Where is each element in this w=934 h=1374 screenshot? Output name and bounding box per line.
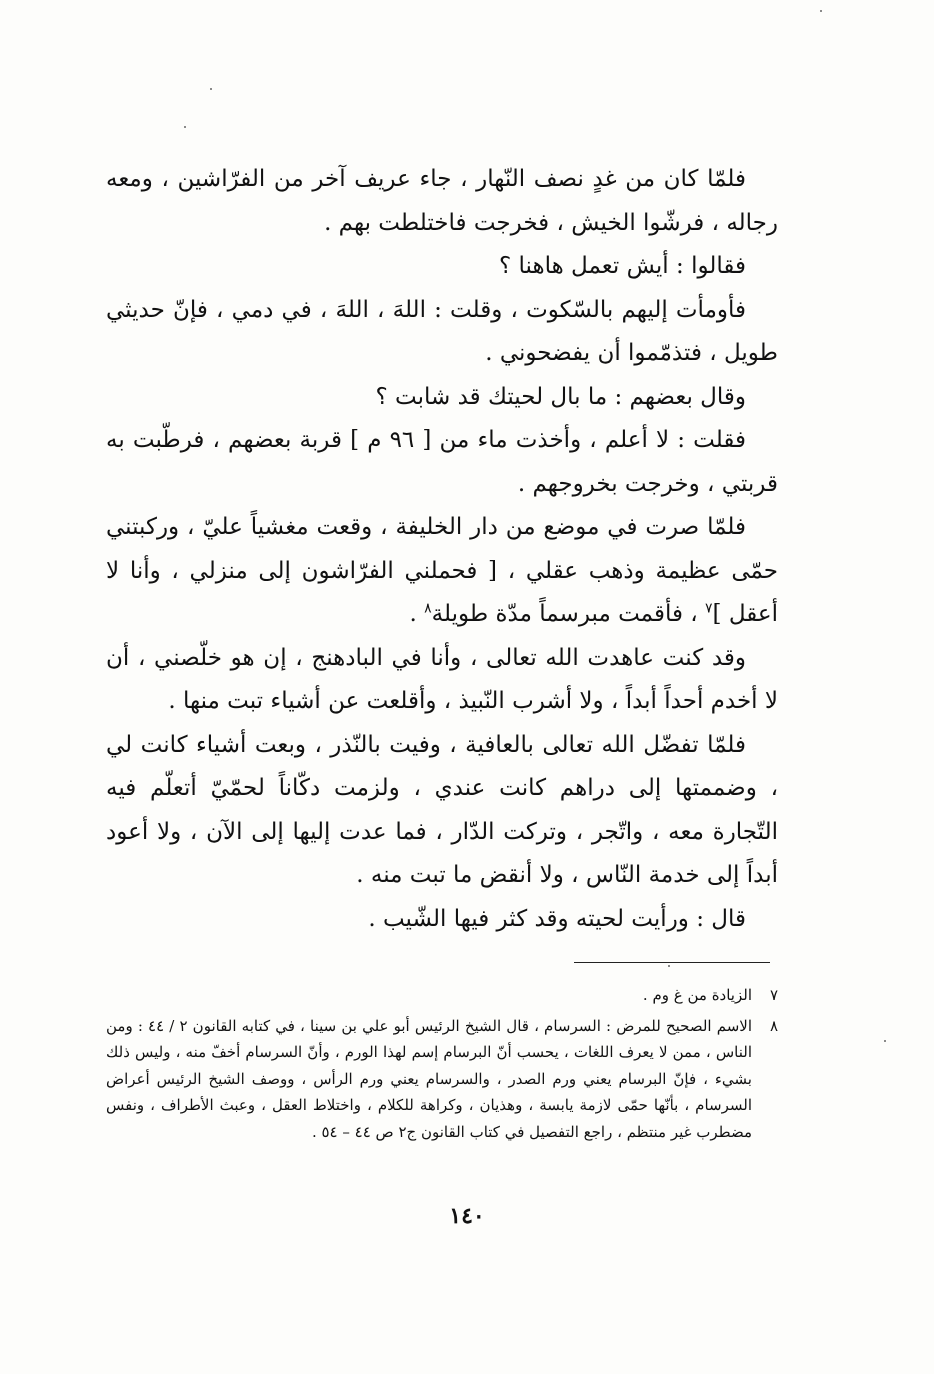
footnotes [106, 982, 778, 1149]
paragraph-7: وقد كنت عاهدت الله تعالى ، وأنا في البادهنج ، إن هو خلّصني ، أن لا أخدم أحداً أبداً ، ولا أشرب النّبيذ ، وأقلعت عن أشياء تبت منها . [106, 644, 778, 714]
paragraph-5: فقلت : لا أعلم ، وأخذت ماء من [ ٩٦ م ] قربة بعضهم ، فرطّبت به قربتي ، وخرجت بخروجهم . [106, 427, 778, 497]
paragraph-4: وقال بعضهم : ما بال لحيتك قد شابت ؟ [375, 383, 746, 410]
footnote-number: ٨ [769, 1016, 778, 1035]
paragraph-2: فقالوا : أيش تعمل هاهنا ؟ [499, 253, 746, 279]
footnote-item [106, 1013, 778, 1146]
main-text [106, 158, 778, 941]
scan-speck [668, 965, 670, 967]
footnote-item [106, 982, 778, 1009]
paragraph-6-end: . [409, 601, 425, 627]
paragraph-1: فلمّا كان من غدٍ نصف النّهار ، جاء عريف آخر من الفرّاشين ، ومعه رجاله ، فرشّوا الخيش ، فخرجت فاختلطت بهم . [106, 166, 778, 236]
page-number: ١٤٠ [449, 1203, 485, 1229]
paragraph-6 [106, 506, 778, 637]
footnote-number: ٧ [769, 986, 778, 1004]
paragraph-8: فلمّا تفضّل الله تعالى بالعافية ، وفيت بالنّذر ، وبعت أشياء كانت لي ، وضممتها إلى دراهم كانت عندي ، ولزمت دكّاناً لحمّيّ أتعلّم فيه التّجارة معه ، واتّجر ، وتركت الدّار ، فما عدت إليها إلى الآن ، ولا أعود أبداً إلى خدمة النّاس ، ولا أنقض ما تبت منه . [106, 731, 778, 888]
scan-speck [884, 1040, 886, 1042]
paragraph-3: فأومأت إليهم بالسّكوت ، وقلت : اللهَ ، اللهَ ، في دمي ، فإنّ حديثي طويل ، فتذمّموا أن يفضحوني . [106, 296, 778, 366]
footnote-text: الزيادة من غ وم . [642, 986, 752, 1004]
footnote-ref-8[interactable]: ٨ [424, 600, 432, 617]
paragraph-6-text: فلمّا صرت في موضع من دار الخليفة ، وقعت مغشياً عليّ ، وركبتني حمّى عظيمة وذهب عقلي ، [ فحملني الفرّاشون إلى منزلي ، وأنا لا أعقل ] [106, 514, 778, 627]
footnote-ref-7[interactable]: ٧ [705, 600, 713, 617]
paragraph-9: قال : ورأيت لحيته وقد كثر فيها الشّيب . [368, 905, 746, 932]
scan-speck [210, 88, 212, 90]
scan-speck [820, 10, 822, 12]
paragraph-6-continuation: ، فأقمت مبرسماً مدّة طويلة [431, 601, 698, 627]
footnote-divider [574, 962, 770, 963]
scan-speck [184, 126, 186, 128]
footnote-text: الاسم الصحيح للمرض : السرسام ، قال الشيخ الرئيس أبو علي بن سينا ، في كتابه القانون ٢ / ٤٤ : ومن الناس ، ممن لا يعرف اللغات ، يحسب أنّ البرسام إسم لهذا الورم ، وأنّ السرسام أخفّ منه ، وليس ذلك بشيء ، فإنّ البرسام يعني ورم الصدر ، والسرسام يعني ورم الرأس ، ووصف الشيخ الرئيس أعراض السرسام ، بأنّها حمّى لازمة يابسة ، وهذيان ، وكراهة للكلام ، واختلاط العقل ، وعبث الأطراف ، ونفس مضطرب غير منتظم ، راجع التفصيل في كتاب القانون ج٢ ص ٤٤ – ٥٤ . [106, 1016, 752, 1141]
